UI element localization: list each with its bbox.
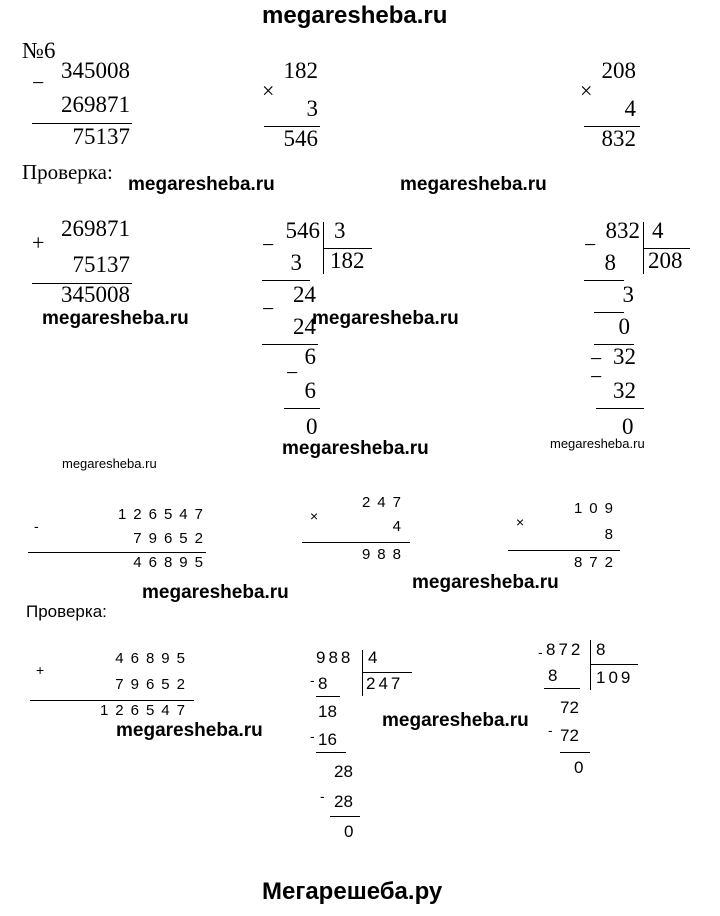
times-sign: × <box>262 78 275 103</box>
task-number: №6 <box>22 38 56 63</box>
product: 546 <box>283 126 318 151</box>
site-watermark: megaresheba.ru <box>412 572 559 593</box>
dividend: 832 <box>605 218 640 243</box>
site-watermark: megaresheba.ru <box>142 582 289 603</box>
product: 872 <box>573 554 620 571</box>
divisor-line <box>590 664 638 665</box>
site-watermark: megaresheba.ru <box>312 308 459 329</box>
site-watermark: megaresheba.ru <box>116 720 263 741</box>
multiplicand: 182 <box>283 58 318 83</box>
minus-sign: - <box>310 728 315 744</box>
addend-1: 269871 <box>61 216 130 241</box>
minus-sign: − <box>584 232 597 257</box>
result-line <box>302 542 410 543</box>
product: 832 <box>601 126 636 151</box>
minus-sign: − <box>262 296 275 321</box>
site-watermark-bottom: Мегарешеба.ру <box>262 878 443 905</box>
step-remainder: 18 <box>318 702 337 721</box>
difference: 75137 <box>72 124 130 149</box>
site-watermark: megaresheba.ru <box>42 308 189 329</box>
dividend: 988 <box>316 648 354 667</box>
result-line <box>508 550 620 551</box>
step-remainder: 6 <box>304 344 316 369</box>
divisor: 4 <box>652 218 664 243</box>
minus-sign: - <box>34 518 39 534</box>
subtrahend: 269871 <box>61 92 130 117</box>
step-subtrahend: 72 <box>560 726 579 745</box>
addend-2: 75137 <box>72 252 130 277</box>
step-subtrahend: 8 <box>548 666 558 685</box>
sum: 345008 <box>61 282 130 307</box>
site-watermark-top: megaresheba.ru <box>262 2 448 29</box>
site-watermark: megaresheba.ru <box>382 710 529 731</box>
quotient: 182 <box>330 248 365 273</box>
final-remainder: 0 <box>306 414 318 439</box>
times-sign: × <box>580 78 593 103</box>
site-watermark-small: megaresheba.ru <box>62 456 157 471</box>
dividend: 546 <box>285 218 320 243</box>
final-remainder: 0 <box>622 414 634 439</box>
step-subtrahend: 24 <box>293 314 316 339</box>
quotient: 208 <box>648 248 683 273</box>
quotient: 247 <box>366 674 404 693</box>
step-subtrahend: 32 <box>613 378 636 403</box>
minus-sign: − <box>286 360 299 385</box>
minus-sign: - <box>320 788 325 804</box>
step-line <box>316 696 340 697</box>
minus-sign: - <box>310 672 315 688</box>
step-remainder: 24 <box>293 282 316 307</box>
product: 988 <box>361 546 408 563</box>
plus-sign: + <box>32 230 45 255</box>
difference: 46895 <box>133 554 210 571</box>
step-remainder: 72 <box>560 698 579 717</box>
plus-sign: + <box>36 662 45 678</box>
multiplier: 4 <box>392 518 408 535</box>
multiplier: 3 <box>306 96 318 121</box>
minus-sign: - <box>538 644 543 660</box>
step-subtrahend: 28 <box>334 792 353 811</box>
site-watermark-small: megaresheba.ru <box>550 436 645 451</box>
step-remainder: 28 <box>334 762 353 781</box>
divisor: 3 <box>334 218 346 243</box>
step-subtrahend: 8 <box>604 250 616 275</box>
multiplier: 4 <box>624 96 636 121</box>
subtrahend: 79652 <box>133 530 210 547</box>
check-label: Проверка: <box>26 602 107 621</box>
step-subtrahend: 16 <box>318 730 337 749</box>
multiplier: 8 <box>604 526 620 543</box>
minuend: 345008 <box>61 58 130 83</box>
step-line <box>596 408 644 409</box>
step-line <box>560 752 590 753</box>
final-remainder: 0 <box>574 758 584 777</box>
minus-sign: − <box>590 346 603 371</box>
site-watermark: megaresheba.ru <box>400 174 547 195</box>
minus-sign: − <box>32 70 45 95</box>
step-line <box>284 408 320 409</box>
step-line <box>330 816 360 817</box>
step-zero: 0 <box>618 314 630 339</box>
divisor: 4 <box>368 648 378 667</box>
sum: 126547 <box>99 702 192 719</box>
site-watermark: megaresheba.ru <box>282 438 429 459</box>
quotient: 109 <box>596 668 634 687</box>
multiplicand: 247 <box>361 494 408 511</box>
final-remainder: 0 <box>344 822 354 841</box>
step-line <box>316 752 346 753</box>
multiplicand: 109 <box>573 500 620 517</box>
times-sign: × <box>310 508 319 524</box>
site-watermark: megaresheba.ru <box>128 174 275 195</box>
step-subtrahend: 6 <box>304 378 316 403</box>
divisor: 8 <box>596 640 606 659</box>
step-remainder: 32 <box>613 344 636 369</box>
minuend: 126547 <box>117 506 210 523</box>
multiplicand: 208 <box>601 58 636 83</box>
minus-sign: - <box>548 722 553 738</box>
minus-sign: − <box>262 232 275 257</box>
step-line <box>544 688 580 689</box>
addend-2: 79652 <box>115 676 192 693</box>
times-sign: × <box>516 514 525 530</box>
minus-sign: − <box>590 364 603 389</box>
step-subtrahend: 3 <box>290 250 302 275</box>
step-remainder: 3 <box>622 282 634 307</box>
check-label: Проверка: <box>22 160 113 184</box>
addend-1: 46895 <box>115 650 192 667</box>
step-subtrahend: 8 <box>318 674 328 693</box>
dividend: 872 <box>546 640 584 659</box>
